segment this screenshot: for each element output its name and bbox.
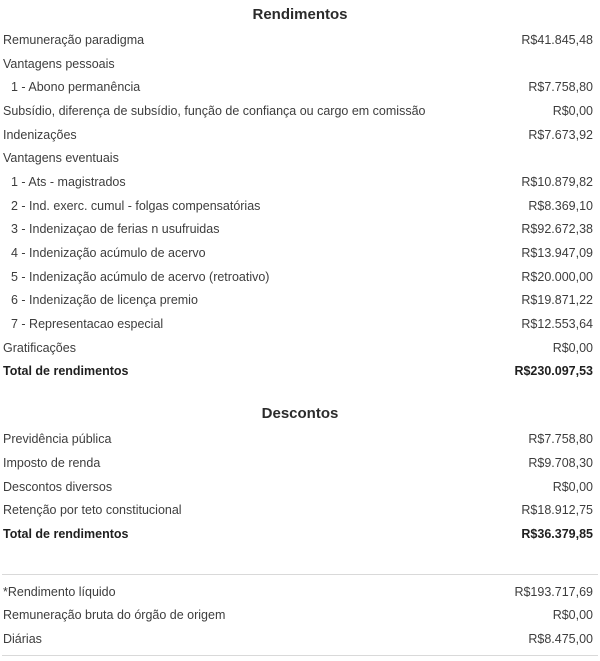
row-value: R$41.845,48 [521,32,593,47]
row-label: Total de rendimentos [3,364,129,379]
table-row [0,170,600,194]
row-value: R$13.947,09 [521,246,593,261]
row-label: Indenizações [3,127,77,142]
row-value: R$0,00 [552,340,593,355]
row-value: R$193.717,69 [514,584,593,599]
row-label: Imposto de renda [3,455,101,470]
table-row [0,360,600,384]
summary-section [2,574,598,656]
table-row [0,336,600,360]
row-label: Descontos diversos [3,479,113,494]
row-label: Gratificações [3,340,76,355]
row-label: Retenção por teto constitucional [3,503,182,518]
row-value: R$18.912,75 [521,503,593,518]
row-value: R$12.553,64 [521,317,593,332]
row-label: 2 - Ind. exerc. cumul - folgas compensatórias [11,198,261,213]
row-value: R$7.758,80 [528,80,593,95]
row-label: Previdência pública [3,432,112,447]
row-label: Remuneração paradigma [3,32,145,47]
rendimentos-rows [0,28,600,383]
row-value: R$92.672,38 [521,222,593,237]
table-row [2,603,598,627]
table-row [0,427,600,451]
row-label: Remuneração bruta do órgão de origem [3,608,226,623]
table-row [2,627,598,651]
row-label: 7 - Representacao especial [11,317,164,332]
table-row [0,75,600,99]
table-row [0,312,600,336]
row-label: Vantagens eventuais [3,151,119,166]
row-label: 1 - Ats - magistrados [11,174,126,189]
row-label: 1 - Abono permanência [11,80,141,95]
row-label: Subsídio, diferença de subsídio, função de confiança ou cargo em comissão [3,103,426,118]
table-row [0,522,600,546]
row-label: 6 - Indenização de licença premio [11,293,198,308]
row-value: R$8.369,10 [528,198,593,213]
descontos-rows [0,427,600,545]
row-label: Diárias [3,631,42,646]
section-descontos [0,403,600,545]
section-title-descontos: Descontos [261,405,339,423]
row-label: 4 - Indenização acúmulo de acervo [11,246,206,261]
table-row [2,580,598,604]
row-label: *Rendimento líquido [3,584,116,599]
table-row [0,123,600,147]
row-value: R$19.871,22 [521,293,593,308]
table-row [0,52,600,76]
row-value: R$10.879,82 [521,174,593,189]
table-row [0,289,600,313]
table-row [0,28,600,52]
row-label: 5 - Indenização acúmulo de acervo (retroativo) [11,269,270,284]
row-value: R$230.097,53 [514,364,593,379]
table-row [0,146,600,170]
table-row [0,241,600,265]
row-label: Total de rendimentos [3,526,129,541]
row-value: R$7.758,80 [528,432,593,447]
section-title-rendimentos: Rendimentos [252,6,348,23]
row-label: 3 - Indenizaçao de ferias n usufruidas [11,222,220,237]
section-rendimentos [0,4,600,383]
row-value: R$9.708,30 [528,455,593,470]
table-row [0,451,600,475]
row-value: R$0,00 [552,103,593,118]
row-label: Vantagens pessoais [3,56,115,71]
row-value: R$0,00 [552,479,593,494]
row-value: R$20.000,00 [521,269,593,284]
table-row [0,218,600,242]
table-row [0,498,600,522]
row-value: R$7.673,92 [528,127,593,142]
table-row [0,475,600,499]
table-row [0,99,600,123]
row-value: R$36.379,85 [521,526,593,541]
row-value: R$0,00 [552,608,593,623]
table-row [0,194,600,218]
row-value: R$8.475,00 [528,631,593,646]
table-row [0,265,600,289]
